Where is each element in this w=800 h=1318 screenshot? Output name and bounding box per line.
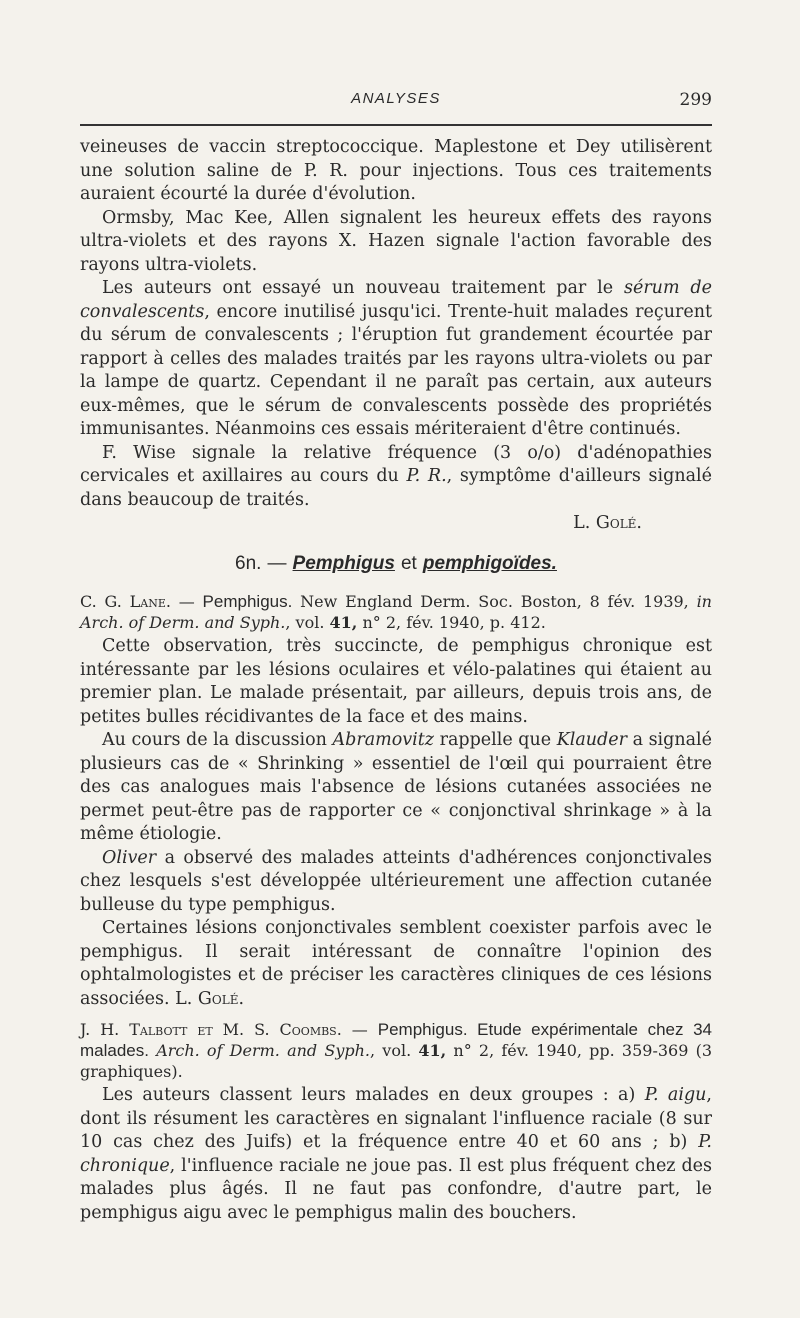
paragraph: Ormsby, Mac Kee, Allen signalent les heureux effets des rayons ultra-violets et des rayons X. Hazen signale l'action favorable des rayons ultra-violets.	[80, 207, 712, 275]
paragraph: F. Wise signale la relative fréquence (3 o/o) d'adénopathies cervicales et axillaires au cours du P. R., symptôme d'ailleurs signalé dans beaucoup de traités.	[80, 442, 712, 510]
article-title: Pemphigus. Etude expérimentale chez 34 malades.	[80, 1020, 712, 1060]
paragraph: Oliver a observé des malades atteints d'adhérences conjonctivales chez lesquels s'est développée ultérieurement une affection cutanée bulleuse du type pemphigus.	[80, 847, 712, 915]
article-source: New England Derm. Soc. Boston, 8 fév. 1939,	[300, 592, 689, 611]
journal-name: Arch. of Derm. and Syph.	[80, 613, 286, 632]
page-body	[80, 136, 712, 1225]
section-number: 6n.	[235, 552, 262, 574]
italic-term: P. chronique	[80, 1132, 712, 1176]
paragraph: veineuses de vaccin streptococcique. Maplestone et Dey utilisèrent une solution saline de P. R. pour injections. Tous ces traitements auraient écourté la durée d'évolution.	[80, 137, 712, 204]
section-dash: —	[267, 552, 287, 574]
article-author: J. H. Talbott et M. S. Coombs.	[80, 1020, 342, 1039]
header-rule	[80, 124, 712, 126]
article-reference: C. G. Lane. — Pemphigus. New England Derm. Soc. Boston, 8 fév. 1939, in Arch. of Derm. and Syph., vol. 41, n° 2, fév. 1940, p. 412.	[80, 592, 712, 632]
article-title: Pemphigus.	[202, 592, 293, 611]
italic-name: Oliver	[102, 847, 157, 868]
article-reference: J. H. Talbott et M. S. Coombs. — Pemphigus. Etude expérimentale chez 34 malades. Arch. of Derm. and Syph., vol. 41, n° 2, fév. 1940, pp. 359-369 (3 graphiques).	[80, 1020, 713, 1081]
italic-term: P. R.	[406, 466, 447, 486]
paragraph: Au cours de la discussion Abramovitz rappelle que Klauder a signalé plusieurs cas de « Shrinking » essentiel de l'œil qui pourraient être des cas analogues mais l'absence de lésions cutanées associées ne permet peut-être pas de rapporter ce « conjonctival shrinkage » à la même étiologie.	[80, 730, 713, 844]
section-term: Pemphigus	[292, 552, 395, 574]
italic-name: Abramovitz	[332, 730, 435, 750]
article-author: C. G. Lane.	[80, 592, 171, 611]
section-heading	[80, 552, 712, 576]
running-title: ANALYSES	[351, 90, 441, 107]
italic-name: Klauder	[556, 730, 627, 750]
paragraph: Les auteurs ont essayé un nouveau traitement par le sérum de convalescents, encore inutilisé jusqu'ici. Trente-huit malades reçurent du sérum de convalescents ; l'éruption fut grandement écourtée par rapport à celles des malades traités par les rayons ultra-violets ou par la lampe de quartz. Cependant il ne paraît pas certain, aux auteurs eux-mêmes, que le sérum de convalescents possède des propriétés immunisantes. Néanmoins ces essais mériteraient d'être continués.	[80, 278, 712, 439]
paragraph: Certaines lésions conjonctivales semblent coexister parfois avec le pemphigus. Il serait intéressant de connaître l'opinion des ophtalmologistes et de préciser les caractères cliniques de ces lésions associées. L. Golé.	[80, 918, 712, 1009]
italic-term: sérum de convalescents	[80, 278, 712, 322]
section-term: pemphigoïdes.	[422, 552, 557, 574]
paragraph: Cette observation, très succincte, de pemphigus chronique est intéressante par les lésions oculaires et vélo-palatines qui étaient au premier plan. Le malade présentait, par ailleurs, depuis trois ans, de petites bulles récidivantes de la face et des mains.	[80, 636, 712, 727]
page-number: 299	[679, 90, 712, 110]
journal-name: Arch. of Derm. and Syph.	[156, 1041, 370, 1060]
page-header	[80, 90, 712, 118]
italic-term: P. aigu	[644, 1085, 707, 1105]
signature: L. Golé.	[573, 513, 642, 533]
section-conjunction: et	[400, 552, 417, 574]
signature: L. Golé.	[175, 988, 245, 1009]
paragraph: Les auteurs classent leurs malades en deux groupes : a) P. aigu, dont ils résument les caractères en signalant l'influence raciale (8 sur 10 cas chez des Juifs) et la fréquence entre 40 et 60 ans ; b) P. chronique, l'influence raciale ne joue pas. Il est plus fréquent chez des malades plus âgés. Il ne faut pas confondre, d'autre part, le pemphigus aigu avec le pemphigus malin des bouchers.	[80, 1085, 712, 1223]
